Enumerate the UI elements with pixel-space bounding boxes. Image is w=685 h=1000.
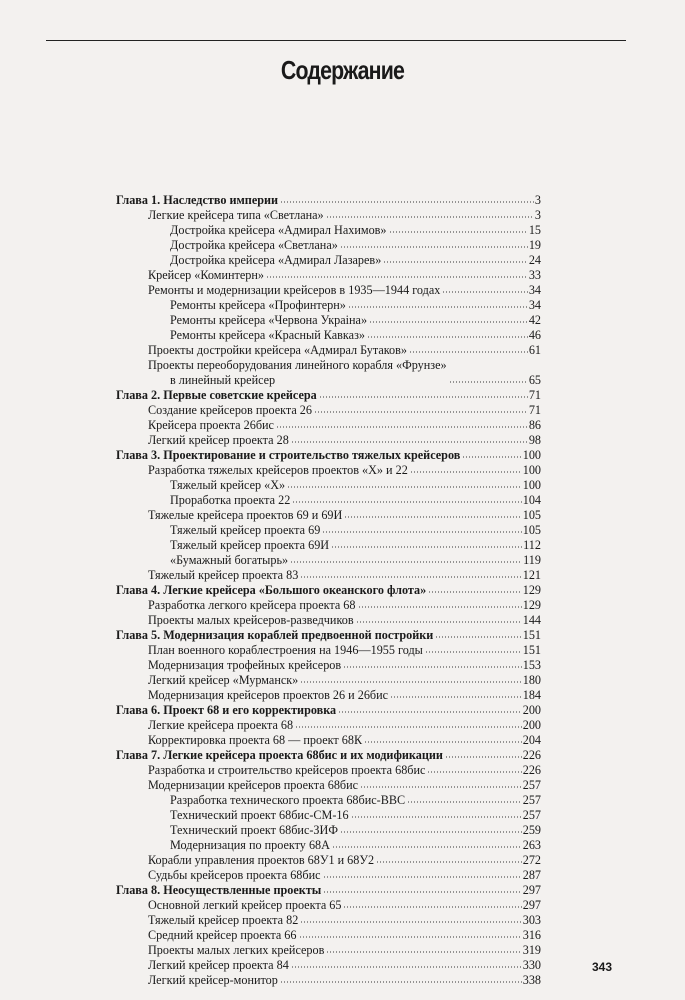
toc-entry-title: Крейсера проекта 26бис	[148, 418, 274, 432]
toc-page-number: 303	[522, 913, 541, 927]
toc-entry-title: Легкий крейсер-монитор	[148, 973, 278, 987]
toc-dot-leader	[409, 350, 528, 354]
toc-page-number: 104	[522, 493, 541, 507]
toc-entry-title: Тяжелый крейсер «Х»	[170, 478, 286, 492]
toc-dot-leader	[428, 590, 522, 594]
toc-entry-row	[0, 478, 685, 493]
toc-dot-leader	[356, 620, 522, 624]
toc-entry-row	[0, 283, 685, 298]
toc-entry-title: Проекты малых крейсеров-разведчиков	[148, 613, 354, 627]
toc-entry-title: Легкий крейсер проекта 28	[148, 433, 289, 447]
toc-entry-title: Глава 7. Легкие крейсера проекта 68бис и их модификации	[116, 748, 443, 762]
toc-entry-title: Глава 3. Проектирование и строительство тяжелых крейсеров	[116, 448, 461, 462]
toc-entry-row	[0, 673, 685, 688]
toc-dot-leader	[291, 440, 528, 444]
toc-entry-row	[0, 913, 685, 928]
toc-entry-title: Тяжелый крейсер проекта 82	[148, 913, 299, 927]
toc-dot-leader	[369, 320, 528, 324]
toc-entry-title: Проработка проекта 22	[170, 493, 291, 507]
toc-page-number: 338	[522, 973, 541, 987]
toc-page-number: 61	[528, 343, 541, 357]
toc-entry-title: Тяжелый крейсер проекта 69И	[170, 538, 330, 552]
toc-entry-row	[0, 313, 685, 328]
toc-entry-title: Глава 6. Проект 68 и его корректировка	[116, 703, 337, 717]
toc-page-number: 105	[522, 523, 541, 537]
toc-entry-row	[0, 463, 685, 478]
toc-page-number: 34	[528, 298, 541, 312]
toc-entry-row	[0, 718, 685, 733]
toc-entry-row	[0, 223, 685, 238]
toc-entry-title: Технический проект 68бис-ЗИФ	[170, 823, 338, 837]
toc-entry-title: Достройка крейсера «Светлана»	[170, 238, 338, 252]
toc-page-number: 184	[522, 688, 541, 702]
toc-chapter-row	[0, 448, 685, 463]
toc-dot-leader	[326, 215, 534, 219]
toc-dot-leader	[360, 785, 522, 789]
toc-dot-leader	[266, 275, 528, 279]
toc-dot-leader	[276, 425, 528, 429]
toc-page-number: 46	[528, 328, 541, 342]
toc-page-number: 316	[522, 928, 541, 942]
toc-dot-leader	[290, 560, 522, 564]
toc-entry-title: Проекты переоборудования линейного корабля «Фрунзе»	[148, 358, 447, 372]
toc-entry-title: Глава 5. Модернизация кораблей предвоенной постройки	[116, 628, 434, 642]
toc-entry-row	[0, 838, 685, 853]
toc-dot-leader	[364, 740, 522, 744]
toc-page-number: 259	[522, 823, 541, 837]
toc-entry-row	[0, 433, 685, 448]
toc-dot-leader	[300, 575, 521, 579]
toc-page-number: 105	[522, 508, 541, 522]
toc-dot-leader	[280, 980, 522, 984]
toc-entry-title: Достройка крейсера «Адмирал Нахимов»	[170, 223, 387, 237]
toc-page-number: 100	[522, 463, 541, 477]
toc-page-number: 65	[528, 373, 541, 387]
toc-chapter-row	[0, 748, 685, 763]
toc-entry-title: Легкий крейсер «Мурманск»	[148, 673, 299, 687]
toc-dot-leader	[383, 260, 528, 264]
toc-page-number: 86	[528, 418, 541, 432]
toc-chapter-row	[0, 883, 685, 898]
toc-entry-row	[0, 643, 685, 658]
toc-dot-leader	[280, 200, 534, 204]
toc-entry-row	[0, 508, 685, 523]
toc-entry-row	[0, 358, 685, 388]
toc-entry-row	[0, 613, 685, 628]
toc-dot-leader	[338, 710, 522, 714]
toc-dot-leader	[343, 905, 521, 909]
toc-entry-title: Модернизация крейсеров проектов 26 и 26бис	[148, 688, 389, 702]
toc-page-number: 19	[528, 238, 541, 252]
toc-entry-title: Технический проект 68бис-СМ-16	[170, 808, 349, 822]
toc-dot-leader	[410, 470, 522, 474]
toc-entry-title: Разработка легкого крейсера проекта 68	[148, 598, 356, 612]
toc-entry-row	[0, 403, 685, 418]
toc-entry-title: Модернизация по проекту 68А	[170, 838, 330, 852]
toc-entry-row	[0, 763, 685, 778]
toc-dot-leader	[326, 950, 521, 954]
toc-dot-leader	[300, 680, 521, 684]
toc-dot-leader	[314, 410, 528, 414]
toc-entry-row	[0, 253, 685, 268]
toc-dot-leader	[425, 650, 522, 654]
toc-page-number: 180	[522, 673, 541, 687]
toc-entry-title: Глава 8. Неосуществленные проекты	[116, 883, 322, 897]
toc-page-number: 3	[534, 208, 541, 222]
toc-entry-row	[0, 808, 685, 823]
toc-entry-title: Проекты малых легких крейсеров	[148, 943, 325, 957]
toc-page-number: 226	[522, 748, 541, 762]
toc-page-number: 71	[528, 403, 541, 417]
toc-page-number: 33	[528, 268, 541, 282]
toc-dot-leader	[358, 605, 522, 609]
toc-page-number: 100	[522, 448, 541, 462]
toc-dot-leader	[344, 515, 521, 519]
toc-page-number: 100	[522, 478, 541, 492]
toc-dot-leader	[322, 530, 521, 534]
toc-chapter-row	[0, 388, 685, 403]
toc-dot-leader	[299, 935, 522, 939]
toc-chapter-row	[0, 703, 685, 718]
toc-entry-row	[0, 418, 685, 433]
toc-entry-title: План военного кораблестроения на 1946—1955 годы	[148, 643, 423, 657]
toc-page-number: 98	[528, 433, 541, 447]
toc-entry-title: Ремонты и модернизации крейсеров в 1935—1944 годах	[148, 283, 441, 297]
toc-entry-row	[0, 943, 685, 958]
toc-entry-title: Тяжелые крейсера проектов 69 и 69И	[148, 508, 343, 522]
toc-entry-title: Легкие крейсера типа «Светлана»	[148, 208, 324, 222]
toc-dot-leader	[323, 890, 521, 894]
toc-entry-row	[0, 553, 685, 568]
toc-entry-title: Легкие крейсера проекта 68	[148, 718, 294, 732]
toc-chapter-row	[0, 193, 685, 208]
toc-page-number: 297	[522, 883, 541, 897]
toc-entry-row	[0, 298, 685, 313]
toc-entry-row	[0, 328, 685, 343]
toc-dot-leader	[340, 830, 522, 834]
toc-page-number: 71	[528, 388, 541, 402]
page-number: 343	[592, 960, 613, 974]
toc-page-number: 42	[528, 313, 541, 327]
toc-entry-row	[0, 208, 685, 223]
toc-page-number: 119	[523, 553, 541, 567]
toc-page-number: 144	[522, 613, 541, 627]
toc-dot-leader	[407, 800, 522, 804]
toc-entry-title: Корабли управления проектов 68У1 и 68У2	[148, 853, 375, 867]
toc-entry-row	[0, 958, 685, 973]
toc-dot-leader	[376, 860, 522, 864]
toc-entry-row	[0, 568, 685, 583]
toc-page-number: 319	[522, 943, 541, 957]
toc-entry-row	[0, 523, 685, 538]
toc-entry-title: Ремонты крейсера «Красный Кавказ»	[170, 328, 365, 342]
toc-page-number: 129	[522, 598, 541, 612]
toc-chapter-row	[0, 583, 685, 598]
toc-page-number: 24	[528, 253, 541, 267]
toc-dot-leader	[449, 380, 528, 384]
toc-entry-title: Основной легкий крейсер проекта 65	[148, 898, 342, 912]
toc-entry-title: Судьбы крейсеров проекта 68бис	[148, 868, 321, 882]
toc-entry-title: Разработка технического проекта 68бис-ВВС	[170, 793, 406, 807]
toc-entry-title-continuation: в линейный крейсер	[170, 373, 276, 387]
toc-dot-leader	[343, 665, 522, 669]
toc-entry-title: Ремонты крейсера «Профинтерн»	[170, 298, 346, 312]
toc-entry-title: Достройка крейсера «Адмирал Лазарев»	[170, 253, 382, 267]
toc-entry-row	[0, 898, 685, 913]
top-rule	[46, 40, 626, 41]
toc-page-number: 272	[522, 853, 541, 867]
toc-entry-title: Разработка и строительство крейсеров проекта 68бис	[148, 763, 426, 777]
toc-entry-row	[0, 343, 685, 358]
toc-dot-leader	[292, 500, 521, 504]
toc-page-number: 226	[522, 763, 541, 777]
toc-page-number: 204	[522, 733, 541, 747]
toc-entry-title: Тяжелый крейсер проекта 69	[170, 523, 321, 537]
toc-entry-row	[0, 853, 685, 868]
toc-entry-row	[0, 928, 685, 943]
toc-page-number: 200	[522, 718, 541, 732]
toc-dot-leader	[435, 635, 521, 639]
toc-page-number: 112	[523, 538, 541, 552]
toc-entry-title: Глава 1. Наследство империи	[116, 193, 279, 207]
toc-entry-title: Ремонты крейсера «Червона Украіна»	[170, 313, 368, 327]
toc-dot-leader	[291, 965, 522, 969]
toc-page-number: 129	[522, 583, 541, 597]
toc-entry-row	[0, 823, 685, 838]
toc-dot-leader	[348, 305, 528, 309]
toc-dot-leader	[331, 545, 522, 549]
toc-entry-title: Разработка тяжелых крейсеров проектов «Х» и 22	[148, 463, 408, 477]
toc-dot-leader	[389, 230, 528, 234]
toc-page-number: 121	[522, 568, 541, 582]
toc-dot-leader	[295, 725, 522, 729]
toc-dot-leader	[300, 920, 521, 924]
toc-entry-title: Проекты достройки крейсера «Адмирал Бутаков»	[148, 343, 408, 357]
toc-entry-title: Тяжелый крейсер проекта 83	[148, 568, 299, 582]
toc-dot-leader	[287, 485, 522, 489]
toc-page-number: 151	[522, 643, 541, 657]
toc-entry-title: Легкий крейсер проекта 84	[148, 958, 289, 972]
toc-entry-row	[0, 868, 685, 883]
toc-dot-leader	[351, 815, 522, 819]
toc-dot-leader	[340, 245, 528, 249]
toc-dot-leader	[442, 290, 527, 294]
toc-page-number: 257	[522, 778, 541, 792]
toc-entry-row	[0, 793, 685, 808]
toc-entry-title: Средний крейсер проекта 66	[148, 928, 297, 942]
toc-page-number: 257	[522, 793, 541, 807]
toc-dot-leader	[462, 455, 521, 459]
toc-page-number: 297	[522, 898, 541, 912]
toc-dot-leader	[427, 770, 521, 774]
toc-entry-title: Корректировка проекта 68 — проект 68К	[148, 733, 363, 747]
toc-entry-title: «Бумажный богатырь»	[170, 553, 289, 567]
toc-dot-leader	[445, 755, 522, 759]
page-title: Содержание	[280, 55, 405, 85]
toc-page-number: 151	[522, 628, 541, 642]
toc-entry-row	[0, 733, 685, 748]
toc-dot-leader	[390, 695, 522, 699]
toc-entry-title: Модернизация трофейных крейсеров	[148, 658, 342, 672]
toc-entry-title: Модернизации крейсеров проекта 68бис	[148, 778, 359, 792]
toc-entry-row	[0, 538, 685, 553]
toc-dot-leader	[367, 335, 528, 339]
toc-entry-title: Крейсер «Коминтерн»	[148, 268, 264, 282]
toc-entry-row	[0, 493, 685, 508]
toc-page-number: 15	[528, 223, 541, 237]
toc-entry-row	[0, 778, 685, 793]
toc-dot-leader	[323, 875, 522, 879]
toc-entry-row	[0, 598, 685, 613]
toc-dot-leader	[319, 395, 528, 399]
toc-page-number: 153	[522, 658, 541, 672]
toc-dot-leader	[332, 845, 522, 849]
toc-page-number: 330	[522, 958, 541, 972]
toc-page-number: 3	[534, 193, 541, 207]
toc-chapter-row	[0, 628, 685, 643]
toc-entry-title: Глава 4. Легкие крейсера «Большого океанского флота»	[116, 583, 427, 597]
toc-entry-row	[0, 973, 685, 988]
toc-entry-row	[0, 658, 685, 673]
toc-entry-row	[0, 268, 685, 283]
toc-entry-title: Глава 2. Первые советские крейсера	[116, 388, 317, 402]
toc-page-number: 263	[522, 838, 541, 852]
toc-page-number: 200	[522, 703, 541, 717]
toc-page-number: 257	[522, 808, 541, 822]
toc-entry-row	[0, 688, 685, 703]
toc-entry-row	[0, 238, 685, 253]
toc-entry-title: Создание крейсеров проекта 26	[148, 403, 312, 417]
toc-page-number: 34	[528, 283, 541, 297]
toc-page-number: 287	[522, 868, 541, 882]
